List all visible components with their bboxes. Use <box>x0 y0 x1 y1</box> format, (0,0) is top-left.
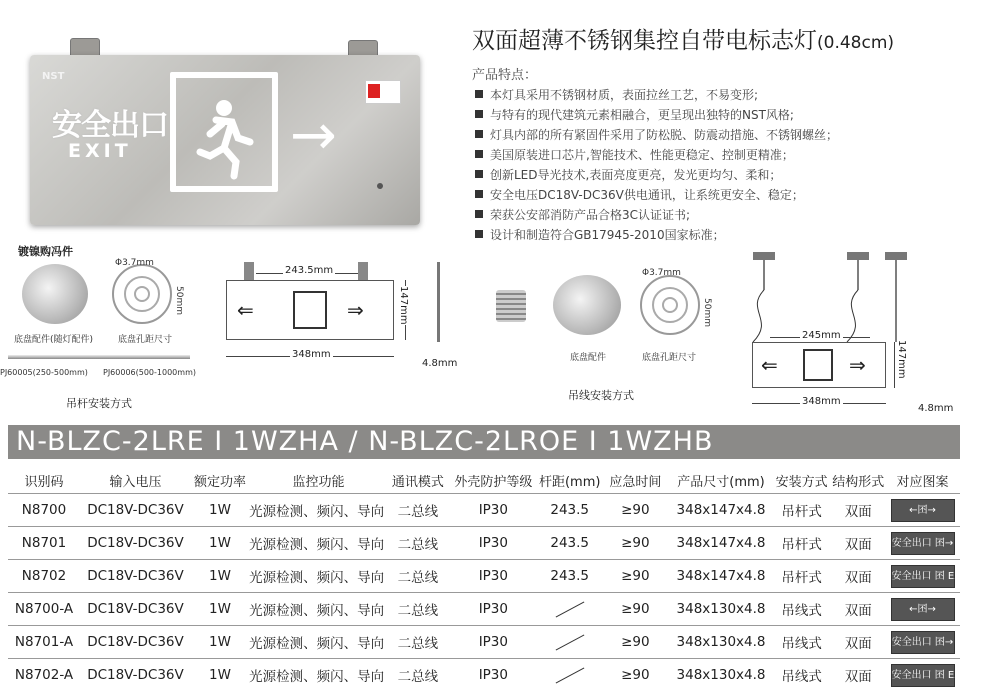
table-row <box>8 593 960 626</box>
cell-time: ≥90 <box>600 494 670 527</box>
base-hole-diagram <box>112 264 172 324</box>
features-heading: 产品特点： <box>472 68 538 83</box>
cell-voltage: DC18V-DC36V <box>80 593 191 626</box>
cell-power: 1W <box>191 659 249 692</box>
running-man-icon <box>170 72 278 192</box>
cell-comm: 二总线 <box>388 593 448 626</box>
cell-comm: 二总线 <box>388 626 448 659</box>
wire-connector-photo <box>496 290 526 322</box>
column-header: 监控功能 <box>292 474 345 490</box>
not-applicable-slash-icon <box>555 667 584 683</box>
base-part-photo <box>22 264 88 324</box>
feature-item: 与特有的现代建筑元素相融合，更呈现出独特的NST风格; <box>475 105 838 125</box>
cell-code: N8701-A <box>8 626 80 659</box>
cell-voltage: DC18V-DC36V <box>80 659 191 692</box>
feature-item: 本灯具采用不锈钢材质，表面拉丝工艺，不易变形; <box>475 85 838 105</box>
cell-power: 1W <box>191 560 249 593</box>
rod-dim-thickness: 4.8mm <box>422 358 458 369</box>
table-row <box>8 494 960 527</box>
cell-size: 348x130x4.8 <box>670 659 771 692</box>
rod-method-caption: 吊杆安装方式 <box>66 397 132 410</box>
column-header: 产品尺寸(mm) <box>677 474 765 490</box>
cell-rod: 243.5 <box>539 494 600 527</box>
cell-ip: IP30 <box>448 593 539 626</box>
pattern-thumbnail: ←囨→ <box>891 598 955 621</box>
cell-install: 吊线式 <box>772 659 832 692</box>
cell-monitor: 光源检测、频闪、导向 <box>249 494 388 527</box>
column-header: 通讯模式 <box>391 474 444 490</box>
column-header: 识别码 <box>24 474 64 490</box>
table-header-row <box>8 467 960 494</box>
pattern-thumbnail: 安全出口 囨 EXIT <box>891 664 955 687</box>
cell-comm: 二总线 <box>388 560 448 593</box>
cell-structure: 双面 <box>831 527 885 560</box>
cell-rod: 243.5 <box>539 527 600 560</box>
hole-height-label: 50mm <box>702 298 712 327</box>
cell-size: 348x130x4.8 <box>670 593 771 626</box>
cell-structure: 双面 <box>831 560 885 593</box>
hole-diameter-label: Φ3.7mm <box>642 268 681 278</box>
cell-structure: 双面 <box>831 626 885 659</box>
cell-monitor: 光源检测、频闪、导向 <box>249 527 388 560</box>
cell-comm: 二总线 <box>388 494 448 527</box>
rod-dim-top: 243.5mm <box>285 265 334 276</box>
rod-dim-bottom: 348mm <box>292 349 331 360</box>
feature-item: 荣获公安部消防产品合格3C认证证书; <box>475 205 838 225</box>
exit-text-cn: 安全出口 <box>52 108 168 143</box>
cell-ip: IP30 <box>448 560 539 593</box>
cell-code: N8701 <box>8 527 80 560</box>
cell-power: 1W <box>191 626 249 659</box>
wire-sign-drawing: ⇐ ⇒ <box>752 342 886 388</box>
cell-ip: IP30 <box>448 659 539 692</box>
feature-item: 安全电压DC18V-DC36V供电通讯，让系统更安全、稳定； <box>475 185 838 205</box>
cell-monitor: 光源检测、频闪、导向 <box>249 659 388 692</box>
cell-size: 348x147x4.8 <box>670 527 771 560</box>
base-hole-diagram <box>640 275 700 335</box>
hanger-icon <box>358 262 368 280</box>
cell-install: 吊杆式 <box>772 527 832 560</box>
cell-power: 1W <box>191 527 249 560</box>
cell-voltage: DC18V-DC36V <box>80 527 191 560</box>
table-row <box>8 626 960 659</box>
cell-install: 吊杆式 <box>772 560 832 593</box>
feature-item: 创新LED导光技术,表面亮度更亮，发光更均匀、柔和； <box>475 165 838 185</box>
dim-line <box>894 342 895 388</box>
arrow-right-icon: → <box>290 103 337 168</box>
cell-size: 348x130x4.8 <box>670 626 771 659</box>
column-header: 结构形式 <box>832 474 885 490</box>
running-man-icon <box>293 291 327 329</box>
cell-size: 348x147x4.8 <box>670 560 771 593</box>
rod-sign-drawing: ⇐ ⇒ <box>226 280 394 340</box>
column-header: 杆距(mm) <box>538 474 601 490</box>
column-header: 安装方式 <box>775 474 828 490</box>
cell-install: 吊杆式 <box>772 494 832 527</box>
cell-size: 348x147x4.8 <box>670 494 771 527</box>
hole-caption: 底盘孔距尺寸 <box>642 353 697 363</box>
wire-dim-thickness: 4.8mm <box>918 403 954 414</box>
product-title: 双面超薄不锈钢集控自带电标志灯(0.48cm) <box>472 28 895 54</box>
wire-method-caption: 吊线安装方式 <box>568 389 634 402</box>
cell-ip: IP30 <box>448 626 539 659</box>
cell-ip: IP30 <box>448 494 539 527</box>
feature-item: 设计和制造符合GB17945-2010国家标准； <box>475 225 838 245</box>
column-header: 应急时间 <box>609 474 662 490</box>
cell-comm: 二总线 <box>388 527 448 560</box>
brand-logo: NST <box>42 71 65 82</box>
cell-code: N8700 <box>8 494 80 527</box>
cell-code: N8700-A <box>8 593 80 626</box>
cell-structure: 双面 <box>831 593 885 626</box>
cell-install: 吊线式 <box>772 626 832 659</box>
pattern-thumbnail: ←囨→ <box>891 499 955 522</box>
side-view-drawing <box>437 262 440 342</box>
cell-voltage: DC18V-DC36V <box>80 560 191 593</box>
pattern-thumbnail: 安全出口 囨 EXIT <box>891 565 955 588</box>
cell-rod: 243.5 <box>539 560 600 593</box>
cell-time: ≥90 <box>600 593 670 626</box>
hole-caption: 底盘孔距尺寸 <box>118 335 173 345</box>
cell-code: N8702-A <box>8 659 80 692</box>
wire-dim-bottom: 348mm <box>802 396 841 407</box>
cell-time: ≥90 <box>600 659 670 692</box>
column-header: 输入电压 <box>109 474 162 490</box>
hole-height-label: 50mm <box>174 286 184 315</box>
cell-monitor: 光源检测、频闪、导向 <box>249 593 388 626</box>
cell-monitor: 光源检测、频闪、导向 <box>249 560 388 593</box>
cell-structure: 双面 <box>831 494 885 527</box>
column-header: 额定功率 <box>194 474 247 490</box>
features-list <box>475 85 838 245</box>
part-title: 镀镍购冯件 <box>18 245 73 258</box>
exit-text-en: EXIT <box>68 140 132 162</box>
cell-time: ≥90 <box>600 560 670 593</box>
hanger-icon <box>244 262 254 280</box>
cell-power: 1W <box>191 593 249 626</box>
feature-item: 美国原装进口芯片,智能技术、性能更稳定、控制更精准； <box>475 145 838 165</box>
rod-photo <box>8 355 190 359</box>
not-applicable-slash-icon <box>555 601 584 617</box>
certification-badge-icon <box>365 80 401 104</box>
cell-ip: IP30 <box>448 527 539 560</box>
cell-comm: 二总线 <box>388 659 448 692</box>
pattern-thumbnail: 安全出口 囨→ <box>891 631 955 654</box>
cell-code: N8702 <box>8 560 80 593</box>
not-applicable-slash-icon <box>555 634 584 650</box>
cell-structure: 双面 <box>831 659 885 692</box>
indicator-led-icon <box>377 183 383 189</box>
rod-long-label: PJ60006(500-1000mm) <box>103 368 196 377</box>
cell-time: ≥90 <box>600 527 670 560</box>
column-header: 对应图案 <box>896 474 949 490</box>
cell-voltage: DC18V-DC36V <box>80 626 191 659</box>
cell-time: ≥90 <box>600 626 670 659</box>
table-row <box>8 659 960 692</box>
column-header: 外壳防护等级 <box>454 474 533 490</box>
spec-table <box>8 467 971 691</box>
rod-dim-height: 147mm <box>398 286 409 325</box>
feature-item: 灯具内部的所有紧固件采用了防松脱、防震动措施、不锈钢螺丝； <box>475 125 838 145</box>
rod-short-label: PJ60005(250-500mm) <box>0 368 88 377</box>
base-part-caption: 底盘配件(随灯配件) <box>14 335 94 345</box>
base-part-caption: 底盘配件 <box>570 353 607 363</box>
pattern-thumbnail: 安全出口 囨→ <box>891 532 955 555</box>
table-row <box>8 527 960 560</box>
hole-diameter-label: Φ3.7mm <box>115 258 154 268</box>
table-row <box>8 560 960 593</box>
wire-dim-height: 147mm <box>896 340 907 379</box>
running-man-icon <box>803 349 833 381</box>
model-banner: N-BLZC-2LRE I 1WZHA / N-BLZC-2LROE I 1WZHB <box>8 425 960 459</box>
cell-install: 吊线式 <box>772 593 832 626</box>
base-part-photo <box>553 275 621 335</box>
cell-monitor: 光源检测、频闪、导向 <box>249 626 388 659</box>
wire-dim-top: 245mm <box>802 330 841 341</box>
cell-power: 1W <box>191 494 249 527</box>
cell-voltage: DC18V-DC36V <box>80 494 191 527</box>
